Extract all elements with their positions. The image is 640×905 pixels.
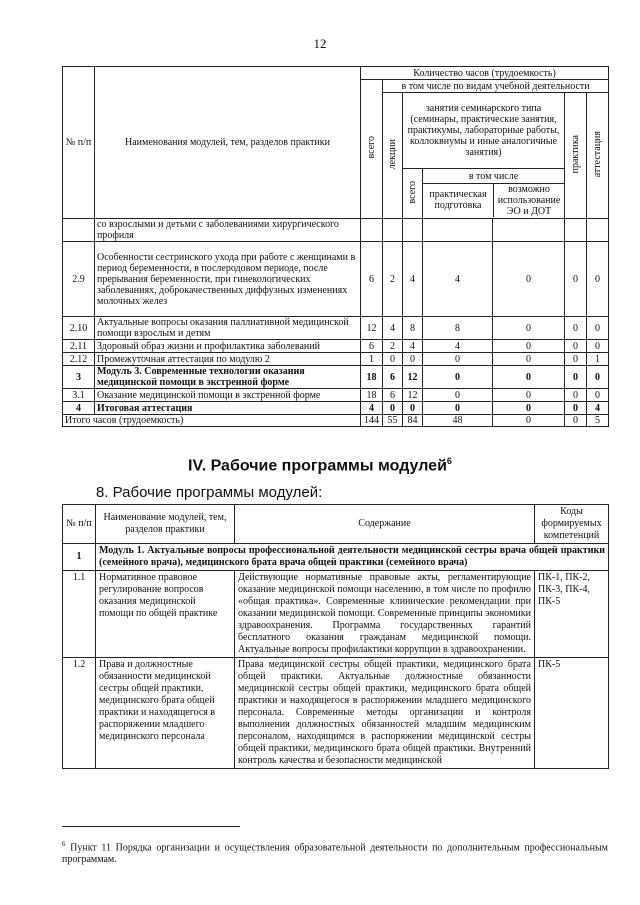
cell-lec: 4 [383,317,403,340]
header-sub-including-block [423,169,565,219]
cell-total: 6 [361,340,383,353]
page-number: 12 [313,36,327,51]
cell-at: 0 [587,317,609,340]
table-row [63,242,609,317]
table-row [63,353,609,366]
cell-lec: 0 [383,353,403,366]
cell-lec: 6 [383,389,403,402]
total-pp: 48 [423,415,493,427]
cell-pr [565,219,587,242]
section-4-title: IV. Рабочие программы модулей$^6$ [188,456,452,475]
header-lectures: лекции [383,93,403,219]
cell-sem: 4 [403,340,423,353]
header-sub-total: всего [403,169,423,219]
cell-pr: 0 [565,242,587,317]
cell-pp: 4 [423,242,493,317]
cell-num: 2.11 [63,340,95,353]
hours-table [62,66,609,427]
cell-num [63,219,95,242]
footnote-text: Пункт 11 Порядка организации и осуществления образовательной деятельности по дополнительным профессиональным программам. [62,842,608,866]
cell-total: 18 [361,389,383,402]
cell-pr: 0 [565,340,587,353]
footnote [62,838,608,866]
cell-eo: 0 [493,366,565,389]
cell-total: 6 [361,242,383,317]
cell-pp: 0 [423,353,493,366]
table-row [63,658,609,769]
total-label: Итого часов (трудоемкость) [63,415,361,427]
cell-eo: 0 [493,402,565,415]
cell-sem: 0 [403,402,423,415]
cell-name: Особенности сестринского ухода при работе с женщинами в период беременности, в послеродовом периоде, после прерывания беременности, при гинекологических заболеваниях, доброкачественных диффузных изменениях молочных желез [95,242,361,317]
cell-lec: 6 [383,366,403,389]
row-codes: ПК-5 [535,658,609,769]
total-row [63,415,609,427]
header-eo-dot: возможно использование ЭО и ДОТ [497,183,561,217]
total-pr: 0 [565,415,587,427]
cell-name: со взрослыми и детьми с заболеваниями хирургического профиля [95,219,361,242]
t2-header-codes: Коды формируемых компетенций [535,505,609,544]
cell-pp: 8 [423,317,493,340]
table-row [63,317,609,340]
cell-total: 1 [361,353,383,366]
cell-num: 2.10 [63,317,95,340]
total-at: 5 [587,415,609,427]
row-codes: ПК-1, ПК-2, ПК-3, ПК-4, ПК-5 [535,571,609,658]
cell-pp: 4 [423,340,493,353]
total-total: 144 [361,415,383,427]
cell-total [361,219,383,242]
header-num: № п/п [63,67,95,219]
cell-total: 4 [361,402,383,415]
cell-pr: 0 [565,402,587,415]
cell-pr: 0 [565,366,587,389]
cell-name: Здоровый образ жизни и профилактика заболеваний [95,340,361,353]
cell-pp: 0 [423,402,493,415]
cell-pr: 0 [565,353,587,366]
row-name: Нормативное правовое регулирование вопросов оказания медицинской помощи по общей практике [96,571,235,658]
header-hours: Количество часов (трудоемкость) [361,67,609,80]
header-seminar: занятия семинарского типа (семинары, практические занятия, практикумы, лабораторные работы, коллоквиумы и иные аналогичные занятия) [403,93,565,169]
cell-name: Оказание медицинской помощи в экстренной форме [95,389,361,402]
table-row [63,402,609,415]
cell-num: 2.12 [63,353,95,366]
cell-lec [383,219,403,242]
cell-sem: 12 [403,389,423,402]
cell-eo: 0 [493,317,565,340]
row-num: 1.1 [63,571,96,658]
cell-sem: 0 [403,353,423,366]
cell-at: 1 [587,353,609,366]
table-row [63,389,609,402]
section-8-title: 8. Рабочие программы модулей: [96,484,323,501]
row-name: Права и должностные обязанности медицинской сестры общей практики, медицинского брата общей практики и находящегося в распоряжении младшего медицинского персонала [96,658,235,769]
cell-eo: 0 [493,353,565,366]
total-eo: 0 [493,415,565,427]
total-sem: 84 [403,415,423,427]
cell-pr: 0 [565,389,587,402]
cell-eo [493,219,565,242]
t2-header-name: Наименование модулей, тем, разделов практики [96,505,235,544]
row-content: Права медицинской сестры общей практики, медицинского брата общей практики. Актуальные должностные обязанности медицинской сестры общей практики, медицинского брата общей практики и находящегося в распоряжении младшего медицинского персонала. Современные методы организации и контроля выполнения должностных обязанностей младшим медицинским персоналом, находящимся в распоряжении медицинской сестры общей практики, медицинского брата общей практики. Внутренний контроль качества и безопасности медицинской [235,658,535,769]
cell-name: Модуль 3. Современные технологии оказания медицинской помощи в экстренной форме [95,366,361,389]
table-row [63,219,609,242]
cell-name: Итоговая аттестация [95,402,361,415]
cell-sem: 4 [403,242,423,317]
cell-pp: 0 [423,366,493,389]
header-practical-training: практическая подготовка [423,184,494,217]
cell-name: Актуальные вопросы оказания паллиативной медицинской помощи взрослым и детям [95,317,361,340]
cell-num: 4 [63,402,95,415]
cell-at: 0 [587,340,609,353]
header-including: в том числе по видам учебной деятельности [383,80,609,93]
programs-table [62,504,609,769]
table-row [63,571,609,658]
module-num: 1 [63,544,96,571]
header-practice: практика [565,93,587,219]
cell-pp: 0 [423,389,493,402]
cell-at: 0 [587,389,609,402]
t2-header-num: № п/п [63,505,96,544]
cell-at: 0 [587,366,609,389]
footnote-num: 6 [62,840,66,848]
cell-lec: 0 [383,402,403,415]
cell-name: Промежуточная аттестация по модулю 2 [95,353,361,366]
total-lec: 55 [383,415,403,427]
cell-num: 3 [63,366,95,389]
header-sub-including: в том числе [423,171,564,184]
cell-total: 12 [361,317,383,340]
cell-num: 3.1 [63,389,95,402]
row-num: 1.2 [63,658,96,769]
t2-header-content: Содержание [235,505,535,544]
cell-eo: 0 [493,340,565,353]
cell-num: 2.9 [63,242,95,317]
cell-sem [403,219,423,242]
row-content: Действующие нормативные правовые акты, регламентирующие оказание медицинской помощи населению, в том числе по профилю «общая практика». Современные клинические рекомендации при оказании медицинской помощи. Современные принципы экономики здравоохранения. Программа государственных гарантий бесплатного оказания гражданам медицинской помощи. Актуальные вопросы профилактики коррупции в здравоохранении. [235,571,535,658]
table-row [63,366,609,389]
cell-lec: 2 [383,340,403,353]
cell-pp [423,219,493,242]
cell-at: 0 [587,242,609,317]
cell-sem: 12 [403,366,423,389]
footnote-ref: 6 [446,456,452,466]
footnote-divider [62,826,240,827]
cell-total: 18 [361,366,383,389]
header-attestation: аттестация [587,93,609,219]
cell-at: 4 [587,402,609,415]
cell-sem: 8 [403,317,423,340]
cell-eo: 0 [493,242,565,317]
header-name: Наименования модулей, тем, разделов практики [95,67,361,219]
cell-eo: 0 [493,389,565,402]
cell-lec: 2 [383,242,403,317]
cell-at [587,219,609,242]
module-title: Модуль 1. Актуальные вопросы профессиональной деятельности медицинской сестры врача общей практики (семейного врача), медицинского брата врача общей практики (семейного врача) [96,544,609,571]
table-row [63,340,609,353]
cell-pr: 0 [565,317,587,340]
header-total: всего [361,80,383,219]
